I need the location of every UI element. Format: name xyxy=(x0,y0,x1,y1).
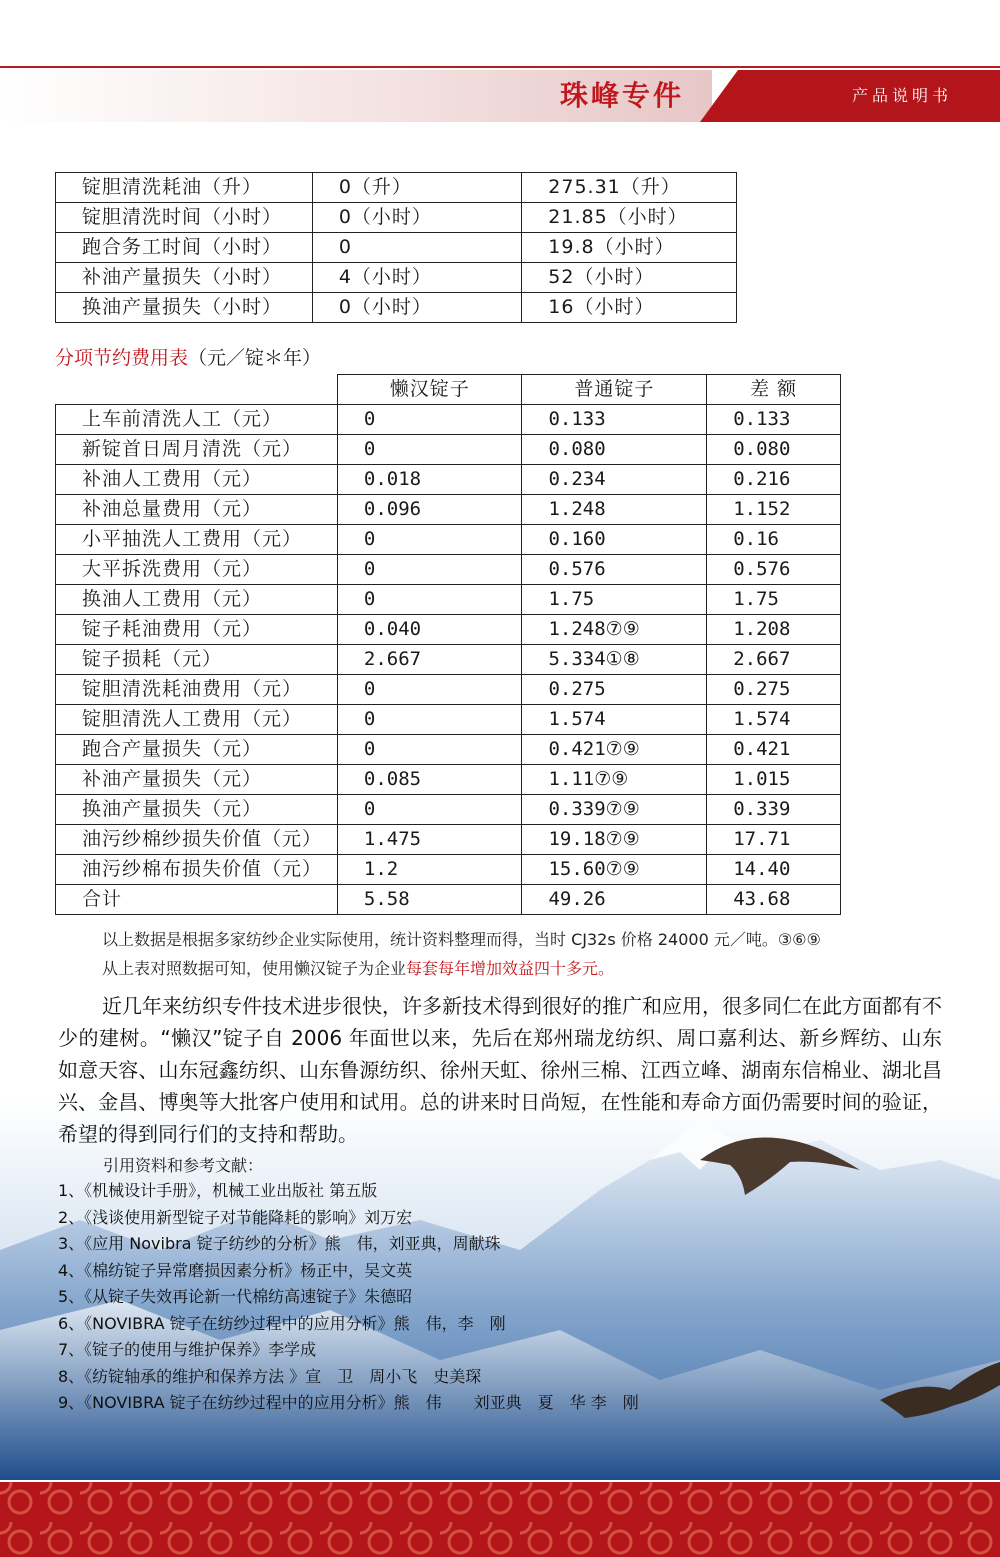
table-row xyxy=(56,765,841,795)
savings-table-header xyxy=(56,375,841,405)
value-cell: 1.015 xyxy=(707,765,841,795)
value-cell: 0.339⑦⑨ xyxy=(522,795,707,825)
value-cell: 0.576 xyxy=(707,555,841,585)
value-cell: 0 xyxy=(337,435,522,465)
value-cell: 0.421 xyxy=(707,735,841,765)
value-cell: 0 xyxy=(337,585,522,615)
header-cell-blank xyxy=(56,375,338,405)
body-paragraph: 近几年来纺织专件技术进步很快，许多新技术得到很好的推广和应用，很多同仁在此方面都有不少的建树。“懒汉”锭子自 2006 年面世以来，先后在郑州瑞龙纺织、周口嘉利达、新乡辉纺、山东如意天容、山东冠鑫纺织、山东鲁源纺织、徐州天虹、徐州三棉、江西立峰、湖南东信棉业、湖北昌兴、金昌、博奥等大批客户使用和试用。总的讲来时日尚短，在性能和寿命方面仍需要时间的验证，希望的得到同行们的支持和帮助。 xyxy=(58,994,942,1146)
value-cell: 0.275 xyxy=(707,675,841,705)
value-cell: 0.085 xyxy=(337,765,522,795)
conclusion-note xyxy=(102,957,614,981)
value-cell: 0.421⑦⑨ xyxy=(522,735,707,765)
header-rule xyxy=(0,66,1000,68)
value-cell: 0.096 xyxy=(337,495,522,525)
value-cell: 0.576 xyxy=(522,555,707,585)
value-cell: 43.68 xyxy=(707,885,841,915)
references-list xyxy=(58,1178,639,1417)
value-cell: 0.339 xyxy=(707,795,841,825)
table-row xyxy=(56,615,841,645)
row-label-cell: 补油产量损失（元） xyxy=(56,765,338,795)
table-row xyxy=(56,825,841,855)
table-row xyxy=(56,465,841,495)
value-cell: 0.080 xyxy=(707,435,841,465)
table-row xyxy=(56,675,841,705)
table-row xyxy=(56,525,841,555)
row-label-cell: 大平拆洗费用（元） xyxy=(56,555,338,585)
value-cell: 1.574 xyxy=(522,705,707,735)
row-label-cell: 油污纱棉布损失价值（元） xyxy=(56,855,338,885)
value-cell: 1.152 xyxy=(707,495,841,525)
header-cell-normal-spindle: 普通锭子 xyxy=(522,375,707,405)
row-label-cell: 补油总量费用（元） xyxy=(56,495,338,525)
row-label-cell: 锭胆清洗人工费用（元） xyxy=(56,705,338,735)
value-cell: 0 xyxy=(312,233,521,263)
value-cell: 1.248⑦⑨ xyxy=(522,615,707,645)
document-type-label: 产品说明书 xyxy=(852,86,953,105)
value-cell: 5.58 xyxy=(337,885,522,915)
table-row xyxy=(56,435,841,465)
value-cell: 0.133 xyxy=(707,405,841,435)
value-cell: 275.31（升） xyxy=(522,173,737,203)
table-row xyxy=(56,705,841,735)
reference-item: 4、《棉纺锭子异常磨损因素分析》杨正中，吴文英 xyxy=(58,1260,413,1280)
reference-item: 9、《NOVIBRA 锭子在纺纱过程中的应用分析》熊 伟 刘亚典 夏 华 李 刚 xyxy=(58,1393,639,1412)
value-cell: 0 xyxy=(337,795,522,825)
value-cell: 0 xyxy=(337,705,522,735)
row-label-cell: 锭胆清洗耗油费用（元） xyxy=(56,675,338,705)
value-cell: 0.16 xyxy=(707,525,841,555)
row-label-cell: 锭胆清洗耗油（升） xyxy=(56,173,313,203)
reference-item: 6、《NOVIBRA 锭子在纺纱过程中的应用分析》熊 伟，李 刚 xyxy=(58,1313,506,1333)
header-cell-difference: 差 额 xyxy=(707,375,841,405)
reference-item: 8、《纺锭轴承的维护和保养方法 》宣 卫 周小飞 史美琛 xyxy=(58,1366,482,1386)
value-cell: 14.40 xyxy=(707,855,841,885)
value-cell: 0 xyxy=(337,405,522,435)
value-cell: 0 xyxy=(337,525,522,555)
value-cell: 5.334①⑧ xyxy=(522,645,707,675)
value-cell: 0.133 xyxy=(522,405,707,435)
reference-item: 3、《应用 Novibra 锭子纺纱的分析》熊 伟，刘亚典，周献珠 xyxy=(58,1234,501,1253)
table-row xyxy=(56,585,841,615)
value-cell: 19.18⑦⑨ xyxy=(522,825,707,855)
value-cell: 15.60⑦⑨ xyxy=(522,855,707,885)
row-label-cell: 锭胆清洗时间（小时） xyxy=(56,203,313,233)
value-cell: 1.11⑦⑨ xyxy=(522,765,707,795)
table-row xyxy=(56,885,841,915)
value-cell: 0.040 xyxy=(337,615,522,645)
table-row xyxy=(56,555,841,585)
table-row xyxy=(56,855,841,885)
row-label-cell: 换油人工费用（元） xyxy=(56,585,338,615)
table-row xyxy=(56,645,841,675)
value-cell: 2.667 xyxy=(707,645,841,675)
reference-item: 5、《从锭子失效再论新一代棉纺高速锭子》朱德昭 xyxy=(58,1287,413,1306)
row-label-cell: 小平抽洗人工费用（元） xyxy=(56,525,338,555)
value-cell: 4（小时） xyxy=(312,263,521,293)
value-cell: 1.475 xyxy=(337,825,522,855)
value-cell: 1.75 xyxy=(522,585,707,615)
brand-title: 珠峰专件 xyxy=(560,79,685,112)
value-cell: 0.160 xyxy=(522,525,707,555)
value-cell: 0.080 xyxy=(522,435,707,465)
row-label-cell: 跑合务工时间（小时） xyxy=(56,233,313,263)
value-cell: 0.018 xyxy=(337,465,522,495)
table-row xyxy=(56,233,737,263)
row-label-cell: 上车前清洗人工（元） xyxy=(56,405,338,435)
savings-table-title-unit: （元／锭＊年） xyxy=(188,347,322,369)
value-cell: 1.75 xyxy=(707,585,841,615)
value-cell: 0（升） xyxy=(312,173,521,203)
header-red-tab xyxy=(700,70,1000,122)
reference-item: 7、《锭子的使用与维护保养》李学成 xyxy=(58,1340,317,1359)
value-cell: 0 xyxy=(337,675,522,705)
row-label-cell: 补油人工费用（元） xyxy=(56,465,338,495)
value-cell: 49.26 xyxy=(522,885,707,915)
value-cell: 0.275 xyxy=(522,675,707,705)
table-row xyxy=(56,405,841,435)
row-label-cell: 跑合产量损失（元） xyxy=(56,735,338,765)
value-cell: 0 xyxy=(337,735,522,765)
data-source-note: 以上数据是根据多家纺纱企业实际使用，统计资料整理而得，当时 CJ32s 价格 24000 元／吨。③⑥⑨ xyxy=(102,930,821,949)
value-cell: 0.234 xyxy=(522,465,707,495)
header-cell-lazy-spindle: 懒汉锭子 xyxy=(337,375,522,405)
value-cell: 19.8（小时） xyxy=(522,233,737,263)
row-label-cell: 补油产量损失（小时） xyxy=(56,263,313,293)
conclusion-prefix: 从上表对照数据可知，使用懒汉锭子为企业 xyxy=(102,959,407,978)
row-label-cell: 换油产量损失（元） xyxy=(56,795,338,825)
value-cell: 0（小时） xyxy=(312,203,521,233)
row-label-cell: 合计 xyxy=(56,885,338,915)
value-cell: 16（小时） xyxy=(522,293,737,323)
table-row xyxy=(56,735,841,765)
value-cell: 21.85（小时） xyxy=(522,203,737,233)
references-title: 引用资料和参考文献： xyxy=(103,1156,264,1175)
value-cell: 1.2 xyxy=(337,855,522,885)
row-label-cell: 锭子耗油费用（元） xyxy=(56,615,338,645)
savings-table xyxy=(55,374,841,915)
value-cell: 2.667 xyxy=(337,645,522,675)
reference-item: 1、《机械设计手册》，机械工业出版社 第五版 xyxy=(58,1181,378,1200)
row-label-cell: 油污纱棉纱损失价值（元） xyxy=(56,825,338,855)
row-label-cell: 锭子损耗（元） xyxy=(56,645,338,675)
row-label-cell: 新锭首日周月清洗（元） xyxy=(56,435,338,465)
value-cell: 52（小时） xyxy=(522,263,737,293)
value-cell: 0（小时） xyxy=(312,293,521,323)
decorative-bottom-border xyxy=(0,1482,1000,1557)
value-cell: 0.216 xyxy=(707,465,841,495)
table-row xyxy=(56,293,737,323)
table-row xyxy=(56,173,737,203)
table-row xyxy=(56,263,737,293)
value-cell: 17.71 xyxy=(707,825,841,855)
conclusion-highlight: 每套每年增加效益四十多元。 xyxy=(406,959,615,978)
continuation-table xyxy=(55,172,737,323)
value-cell: 1.574 xyxy=(707,705,841,735)
savings-table-title xyxy=(55,344,321,372)
table-row xyxy=(56,495,841,525)
value-cell: 1.208 xyxy=(707,615,841,645)
value-cell: 0 xyxy=(337,555,522,585)
reference-item: 2、《浅谈使用新型锭子对节能降耗的影响》刘万宏 xyxy=(58,1207,413,1227)
savings-table-title-main: 分项节约费用表 xyxy=(55,347,189,369)
table-row xyxy=(56,795,841,825)
value-cell: 1.248 xyxy=(522,495,707,525)
table-row xyxy=(56,203,737,233)
row-label-cell: 换油产量损失（小时） xyxy=(56,293,313,323)
